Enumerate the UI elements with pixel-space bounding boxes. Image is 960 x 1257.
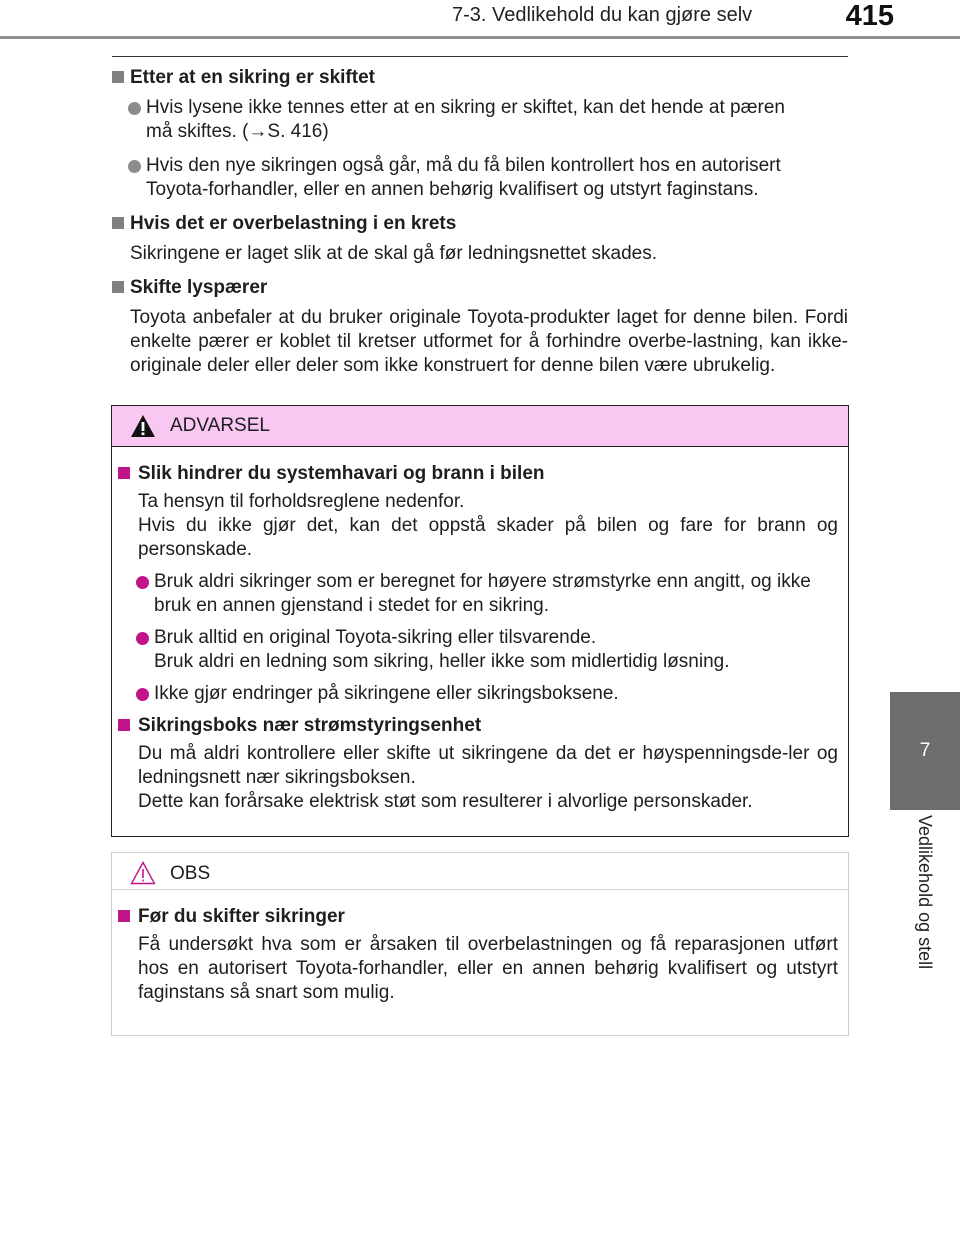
- notice-subheading: Før du skifter sikringer: [116, 905, 838, 929]
- caution-triangle-icon: [130, 861, 156, 885]
- warning-text: Ta hensyn til forholdsreglene nedenfor. Hvis du ikke gjør det, kan det oppstå skader på bilen og fare for brann og personskade.: [138, 491, 838, 560]
- chapter-label: Vedlikehold og stell: [915, 815, 935, 970]
- round-bullet-icon: [136, 576, 149, 589]
- warning-bullet: Bruk alltid en original Toyota-sikring eller tilsvarende. Bruk aldri en ledning som sikring, heller ikke som midlertidig løsning.: [116, 626, 838, 674]
- bullet-item: Hvis den nye sikringen også går, må du få bilen kontrollert hos en autorisert Toyota-forhandler, eller en annen behørig kvalifisert og utstyrt faginstans.: [112, 154, 848, 202]
- section-text: Sikringene er laget slik at de skal gå før ledningsnettet skades.: [130, 243, 658, 264]
- section-text: Toyota anbefaler at du bruker originale Toyota-produkter laget for denne bilen. Fordi enkelte pærer er koblet til kretser utformet for å forhindre overbe-lastning, kan ikke-originale deler eller deler som ikke konstruert for denne bilen være ubrukelig.: [130, 307, 848, 376]
- square-bullet-icon: [112, 71, 124, 83]
- round-bullet-icon: [136, 632, 149, 645]
- bullet-item: Hvis lysene ikke tennes etter at en sikring er skiftet, kan det hende at pæren må skiftes. (→S. 416): [112, 96, 848, 144]
- notice-body: [112, 890, 848, 1005]
- warning-bullet: Ikke gjør endringer på sikringene eller sikringsboksene.: [116, 682, 838, 706]
- warning-header: [112, 406, 848, 447]
- warning-box: [111, 405, 849, 837]
- top-rule: [112, 56, 848, 57]
- header-rule: [0, 36, 960, 39]
- square-bullet-icon: [118, 467, 130, 479]
- warning-triangle-icon: [130, 414, 156, 438]
- section-heading: Skifte lyspærer: [112, 276, 848, 300]
- main-content: [112, 66, 848, 388]
- chapter-tab: 7: [890, 692, 960, 810]
- warning-subheading: Slik hindrer du systemhavari og brann i bilen: [116, 462, 838, 486]
- warning-text: Du må aldri kontrollere eller skifte ut sikringene da det er høyspenningsde-ler og ledningsnett nær sikringsboksen. Dette kan forårsake elektrisk støt som resulterer i alvorlige personskader.: [138, 743, 838, 812]
- warning-bullet: Bruk aldri sikringer som er beregnet for høyere strømstyrke enn angitt, og ikke bruk en annen gjenstand i stedet for en sikring.: [116, 570, 838, 618]
- square-bullet-icon: [112, 217, 124, 229]
- round-bullet-icon: [128, 160, 141, 173]
- square-bullet-icon: [118, 910, 130, 922]
- warning-title: ADVARSEL: [170, 415, 270, 436]
- warning-subheading: Sikringsboks nær strømstyringsenhet: [116, 714, 838, 738]
- square-bullet-icon: [118, 719, 130, 731]
- round-bullet-icon: [128, 102, 141, 115]
- notice-header: [112, 853, 848, 890]
- section-heading: Etter at en sikring er skiftet: [112, 66, 848, 90]
- notice-text: Få undersøkt hva som er årsaken til overbelastningen og få reparasjonen utført hos en autorisert Toyota-forhandler, eller en annen behørig kvalifisert og utstyrt faginstans så snart som mulig.: [138, 934, 838, 1003]
- square-bullet-icon: [112, 281, 124, 293]
- section-heading: Hvis det er overbelastning i en krets: [112, 212, 848, 236]
- section-title: 7-3. Vedlikehold du kan gjøre selv: [452, 4, 753, 26]
- round-bullet-icon: [136, 688, 149, 701]
- notice-title: OBS: [170, 863, 211, 884]
- notice-box: [111, 852, 849, 1036]
- warning-body: [112, 447, 848, 814]
- page-number: 415: [845, 0, 894, 32]
